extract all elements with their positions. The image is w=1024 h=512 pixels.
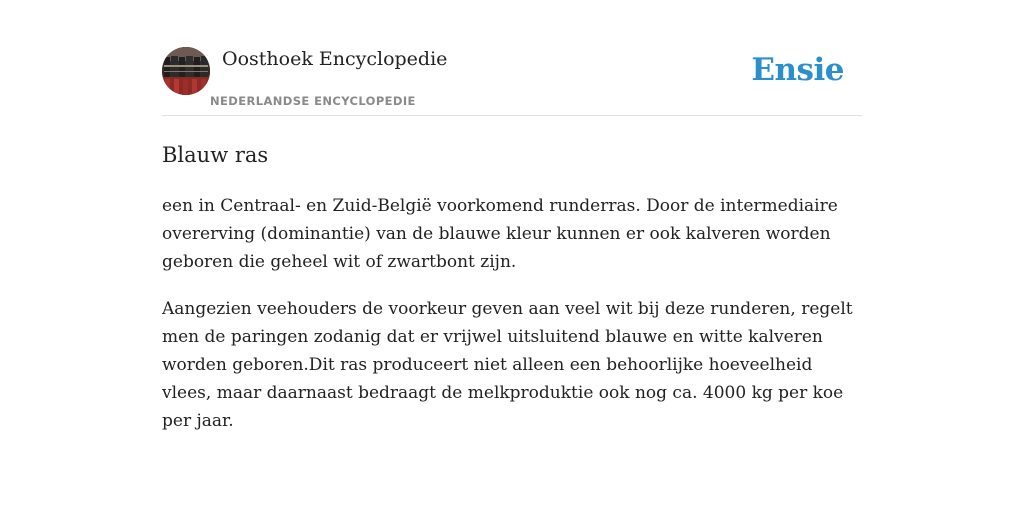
- article-content: [162, 192, 862, 454]
- encyclopedia-books-icon[interactable]: [162, 47, 210, 95]
- site-subtitle: NEDERLANDSE ENCYCLOPEDIE: [210, 94, 416, 108]
- article-paragraph: een in Centraal- en Zuid-België voorkomend runderras. Door de intermediaire overerving (dominantie) van de blauwe kleur kunnen er ook kalveren worden geboren die geheel wit of zwartbont zijn.: [162, 196, 838, 272]
- article-paragraph: Aangezien veehouders de voorkeur geven aan veel wit bij deze runderen, regelt men de paringen zodanig dat er vrijwel uitsluitend blauwe en witte kalveren worden geboren.Dit ras produceert niet alleen een behoorlijke hoeveelheid vlees, maar daarnaast bedraagt de melkproduktie ook nog ca. 4000 kg per koe per jaar.: [162, 299, 853, 431]
- ensie-logo[interactable]: Ensie: [751, 52, 844, 88]
- site-name-link[interactable]: Oosthoek Encyclopedie: [222, 48, 448, 70]
- site-header: [162, 44, 862, 116]
- article-title: Blauw ras: [162, 143, 269, 167]
